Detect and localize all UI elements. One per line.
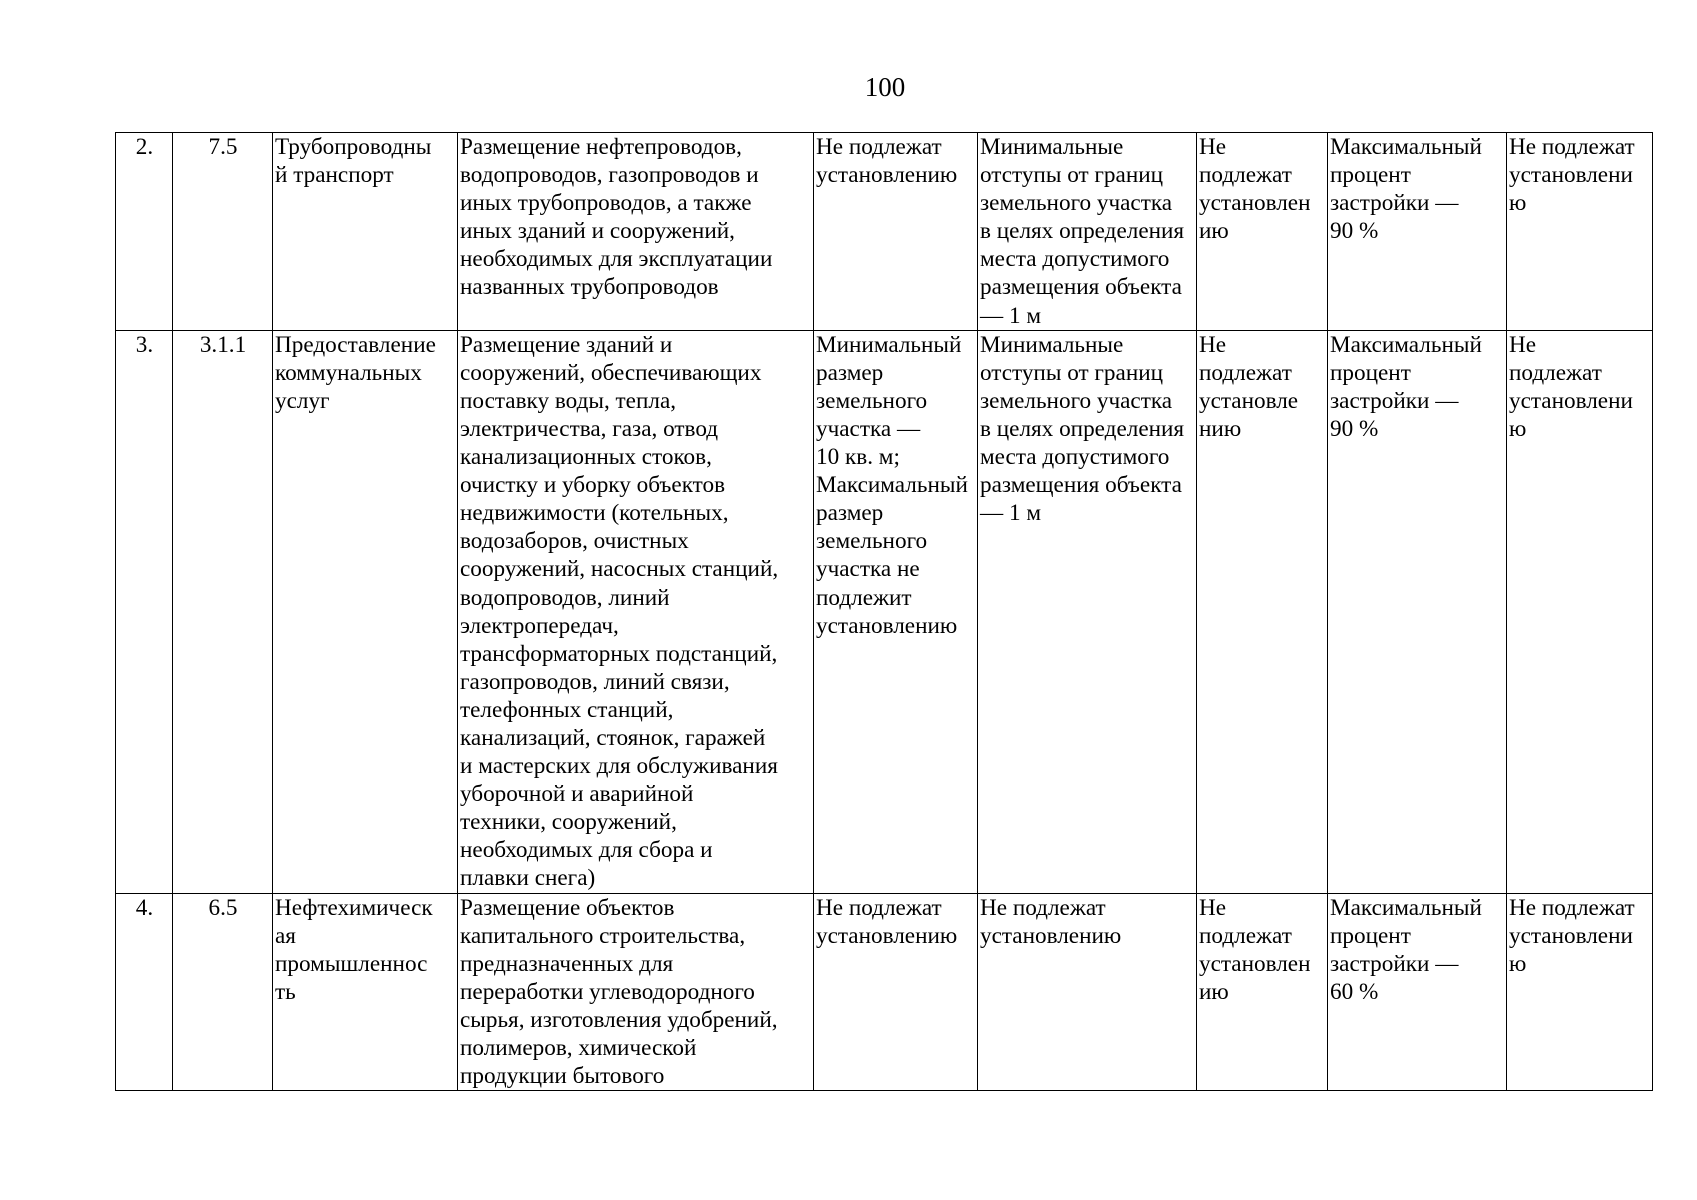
plot-size-cell: Минимальный размер земельного участка — 10 кв. м; Максимальный размер земельного участка не подлежит установлению	[814, 330, 978, 893]
floors-cell: Не подлежат установле нию	[1197, 330, 1328, 893]
use-code-cell: 6.5	[173, 893, 273, 1091]
build-percent-cell: Максимальный процент застройки — 90 %	[1328, 330, 1507, 893]
page-number: 100	[864, 72, 906, 102]
use-description-cell: Размещение зданий и сооружений, обеспечивающих поставку воды, тепла, электричества, газа, отвод канализационных стоков, очистку и уборку объектов недвижимости (котельных, водозаборов, очистных сооружений, насосных станций, водопроводов, линий электропередач, трансформаторных подстанций, газопроводов, линий связи, телефонных станций, канализаций, стоянок, гаражей и мастерских для обслуживания уборочной и аварийной техники, сооружений, необходимых для сбора и плавки снега)	[458, 330, 814, 893]
use-name-cell: Предоставление коммунальных услуг	[273, 330, 458, 893]
use-code-cell: 7.5	[173, 133, 273, 331]
plot-size-cell: Не подлежат установлению	[814, 133, 978, 331]
setbacks-cell: Минимальные отступы от границ земельного участка в целях определения места допустимого размещения объекта — 1 м	[978, 133, 1197, 331]
other-params-cell: Не подлежат установлени ю	[1507, 133, 1653, 331]
row-number-cell: 3.	[116, 330, 173, 893]
build-percent-cell: Максимальный процент застройки — 60 %	[1328, 893, 1507, 1091]
row-number-cell: 2.	[116, 133, 173, 331]
plot-size-cell: Не подлежат установлению	[814, 893, 978, 1091]
use-code-cell: 3.1.1	[173, 330, 273, 893]
use-name-cell: Трубопроводны й транспорт	[273, 133, 458, 331]
table-row	[116, 330, 1653, 893]
floors-cell: Не подлежат установлен ию	[1197, 893, 1328, 1091]
floors-cell: Не подлежат установлен ию	[1197, 133, 1328, 331]
setbacks-cell: Минимальные отступы от границ земельного участка в целях определения места допустимого размещения объекта — 1 м	[978, 330, 1197, 893]
other-params-cell: Не подлежат установлени ю	[1507, 893, 1653, 1091]
use-name-cell: Нефтехимическ ая промышленнос ть	[273, 893, 458, 1091]
use-description-cell: Размещение нефтепроводов, водопроводов, газопроводов и иных трубопроводов, а также иных зданий и сооружений, необходимых для эксплуатации названных трубопроводов	[458, 133, 814, 331]
use-description-cell: Размещение объектов капитального строительства, предназначенных для переработки углеводородного сырья, изготовления удобрений, полимеров, химической продукции бытового	[458, 893, 814, 1091]
zoning-regulations-table	[115, 132, 1653, 1091]
table-row	[116, 893, 1653, 1091]
other-params-cell: Не подлежат установлени ю	[1507, 330, 1653, 893]
table-row	[116, 133, 1653, 331]
setbacks-cell: Не подлежат установлению	[978, 893, 1197, 1091]
build-percent-cell: Максимальный процент застройки — 90 %	[1328, 133, 1507, 331]
row-number-cell: 4.	[116, 893, 173, 1091]
